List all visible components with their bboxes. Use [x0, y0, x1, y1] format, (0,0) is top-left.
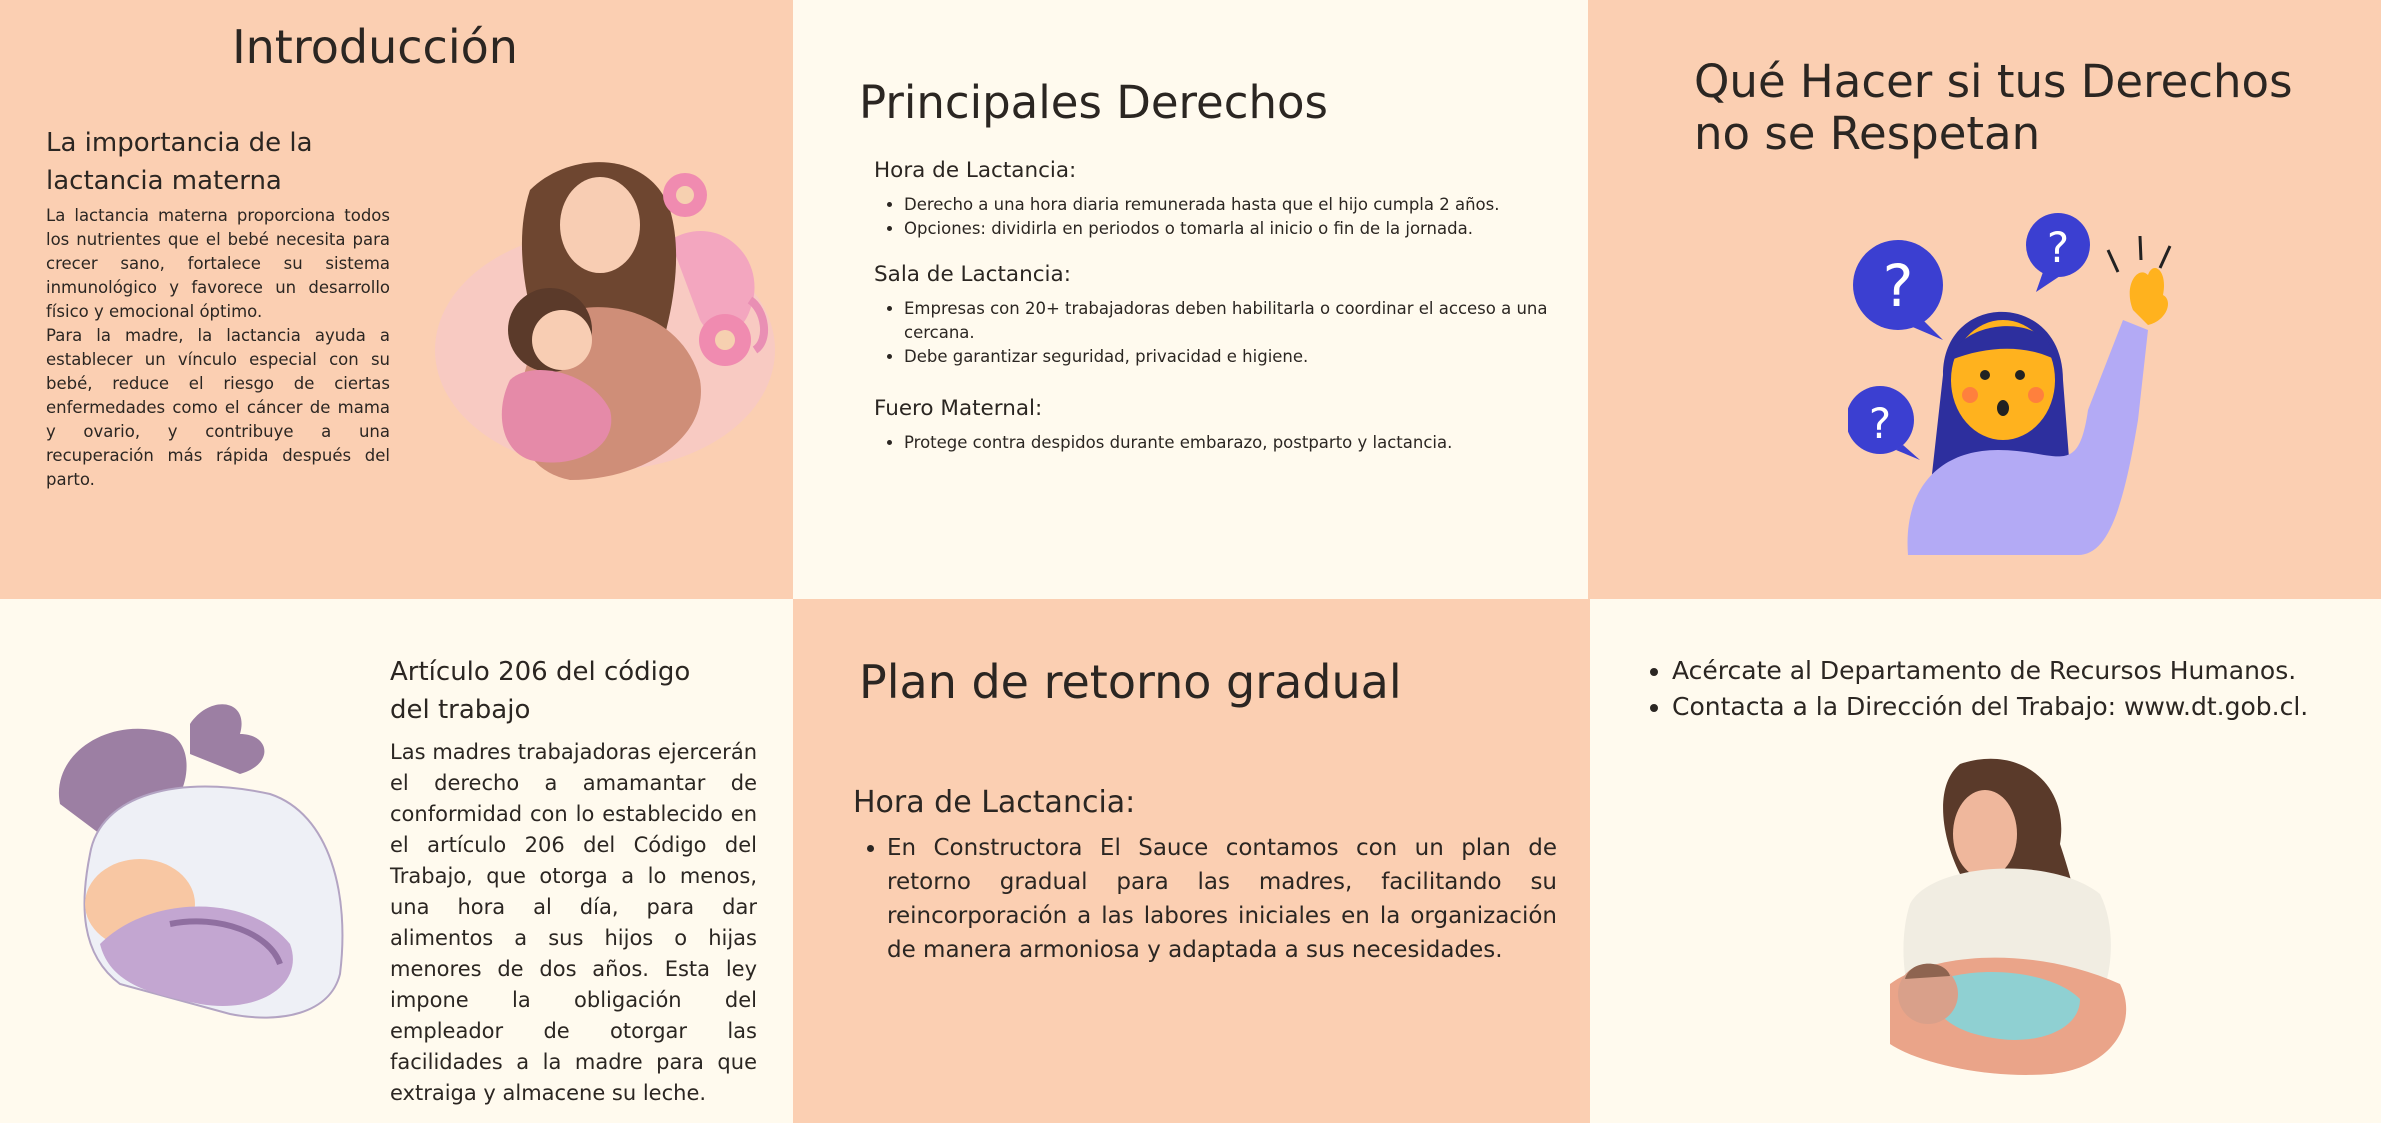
- rights-section-heading: Sala de Lactancia:: [874, 262, 1071, 287]
- article-panel: [0, 599, 793, 1123]
- what-to-do-title: Qué Hacer si tus Derechos no se Respetan: [1694, 55, 2293, 160]
- rights-section-heading: Fuero Maternal:: [874, 396, 1043, 421]
- svg-text:?: ?: [1868, 399, 1892, 448]
- list-item: • Protege contra despidos durante embarazo, postparto y lactancia.: [904, 431, 1574, 455]
- list-item: • En Constructora El Sauce contamos con un plan de retorno gradual para las madres, facilitando su reincorporación a las labores iniciales en la organización de manera armoniosa y adaptada a sus necesidades.: [887, 831, 1557, 967]
- actions-list: [1642, 653, 2381, 725]
- question-person-icon: [1848, 210, 2178, 555]
- list-item: • Derecho a una hora diaria remunerada hasta que el hijo cumpla 2 años.: [904, 193, 1574, 217]
- intro-subtitle: La importancia de la lactancia materna: [46, 128, 313, 196]
- intro-paragraph-1: La lactancia materna proporciona todos los nutrientes que el bebé necesita para crecer sano, fortalece su sistema inmunológico y favorece un desarrollo físico y emocional óptimo.: [46, 206, 390, 321]
- article-text: Las madres trabajadoras ejercerán el derecho a amamantar de conformidad con lo establecido en el artículo 206 del Código del Trabajo, que otorga a lo menos, una hora al día, para dar alimentos a sus hijos o hijas menores de dos años. Esta ley impone la obligación del empleador de otorgar las facilidades a la madre para que extraiga y almacene su leche.: [390, 740, 757, 1105]
- rights-section-lactation-room: [874, 262, 1574, 369]
- svg-text:?: ?: [1882, 252, 1914, 320]
- list-item: • Debe garantizar seguridad, privacidad e higiene.: [904, 345, 1574, 369]
- rights-section-maternity-protection: [874, 396, 1574, 455]
- rights-list: [874, 193, 1574, 241]
- svg-text:?: ?: [2046, 223, 2070, 272]
- mother-child-icon: [420, 150, 780, 510]
- plan-title: Plan de retorno gradual: [859, 655, 1402, 709]
- breastfeeding-mother-icon: [1850, 754, 2150, 1084]
- list-item: • Opciones: dividirla en periodos o tomarla al inicio o fin de la jornada.: [904, 217, 1574, 241]
- list-item: • Contacta a la Dirección del Trabajo: www.dt.gob.cl.: [1672, 689, 2381, 725]
- plan-list: [857, 831, 1557, 967]
- intro-paragraph-2: Para la madre, la lactancia ayuda a establecer un vínculo especial con su bebé, reduce el riesgo de ciertas enfermedades como el cáncer de mama y ovario, y contribuye a una recuperación más rápida después del parto.: [46, 326, 390, 489]
- plan-panel: [793, 599, 1590, 1123]
- breastfeeding-line-icon: [40, 694, 370, 1039]
- list-item: • Acércate al Departamento de Recursos Humanos.: [1672, 653, 2381, 689]
- intro-text: [46, 204, 390, 492]
- rights-title: Principales Derechos: [859, 76, 1328, 129]
- rights-section-heading: Hora de Lactancia:: [874, 158, 1077, 183]
- list-item: • Empresas con 20+ trabajadoras deben habilitarla o coordinar el acceso a una cercana.: [904, 297, 1574, 345]
- rights-section-lactation-hour: [874, 158, 1574, 241]
- rights-list: [874, 297, 1574, 369]
- plan-subtitle: Hora de Lactancia:: [853, 785, 1136, 820]
- actions-panel: [1590, 599, 2381, 1123]
- rights-panel: [793, 0, 1588, 599]
- article-title: Artículo 206 del código del trabajo: [390, 657, 691, 725]
- what-to-do-panel: [1588, 0, 2381, 599]
- intro-panel: [0, 0, 793, 599]
- intro-title: Introducción: [232, 20, 518, 74]
- rights-list: [874, 431, 1574, 455]
